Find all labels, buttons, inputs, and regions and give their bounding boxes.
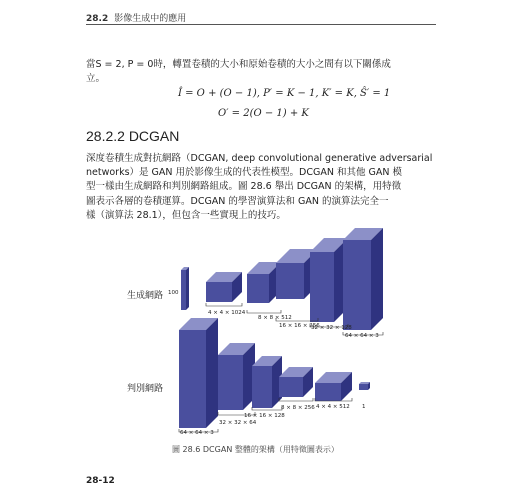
generator-label: 生成網路 [127, 291, 164, 301]
disc-block-2-front [218, 355, 243, 410]
gen-block-4-front [310, 252, 334, 322]
body-line-3: 型一樣由生成網路和判別網路組成。圖 28.6 舉出 DCGAN 的架構，用特徵 [86, 181, 402, 193]
gen-input-block-side [186, 267, 189, 310]
intro-line-1: 當S = 2, P = 0時，轉置卷積的大小和原始卷積的大小之間有以下關係成 [86, 59, 391, 70]
gen-input-block-front [181, 270, 186, 310]
page-number: 28-12 [86, 476, 115, 486]
body-line-2: networks）是 GAN 用於影像生成的代表性模型。DCGAN 和其他 GAN 模 [86, 167, 402, 179]
gen-dim-5: 64 × 64 × 3 [345, 333, 379, 339]
gen-block-5-side [371, 228, 383, 330]
disc-block-1-front [179, 330, 206, 428]
gen-bracket-1 [206, 303, 242, 306]
body-line-4: 圖表示各層的卷積運算。DCGAN 的學習演算法和 GAN 的演算法完全一 [86, 195, 389, 207]
body-line-1: 深度卷積生成對抗網路（DCGAN, deep convolutional generative adversarial [86, 153, 433, 164]
section-heading: 28.2.2 DCGAN [86, 128, 180, 144]
disc-dim-4: 8 × 8 × 256 [281, 405, 315, 411]
gen-block-5-front [343, 240, 371, 330]
gen-block-2-front [247, 274, 269, 303]
disc-block-4-front [279, 377, 303, 397]
disc-dim-1: 64 × 64 × 3 [180, 430, 214, 436]
header-section-title: 影像生成中的應用 [114, 14, 187, 24]
gen-input-label: 100 [168, 290, 179, 296]
discriminator-label: 判別網路 [127, 384, 164, 394]
intro-line-2: 立。 [86, 73, 106, 84]
disc-dim-2: 32 × 32 × 64 [219, 420, 257, 426]
disc-bracket-4 [279, 398, 313, 401]
equation-1: Î = O + (O − 1), P′ = K − 1, K′ = K, Ŝ′ = 1 [178, 88, 391, 99]
disc-block-1-side [206, 318, 218, 428]
gen-block-3-front [276, 263, 304, 299]
gen-dim-1: 4 × 4 × 1024 [208, 310, 246, 316]
body-line-5: 樣（演算法 28.1），但包含一些實現上的技巧。 [86, 209, 286, 221]
disc-block-5-front [315, 383, 341, 401]
figure-caption: 圖 28.6 DCGAN 整體的架構（用特徵圖表示） [172, 445, 339, 454]
disc-dim-6: 1 [362, 404, 366, 410]
disc-block-3-front [252, 366, 272, 408]
equation-2: O′ = 2(O − 1) + K [218, 108, 309, 119]
disc-dim-3: 16 × 16 × 128 [244, 413, 285, 419]
gen-bracket-2 [247, 310, 281, 313]
gen-dim-3: 16 × 16 × 256 [279, 323, 320, 329]
header-section-number: 28.2 [86, 14, 109, 24]
gen-dim-4: 32 × 32 × 128 [311, 325, 352, 331]
gen-dim-2: 8 × 8 × 512 [258, 315, 292, 321]
gen-block-1-front [206, 282, 232, 302]
disc-dim-5: 4 × 4 × 512 [316, 404, 350, 410]
disc-block-6-front [359, 384, 368, 390]
